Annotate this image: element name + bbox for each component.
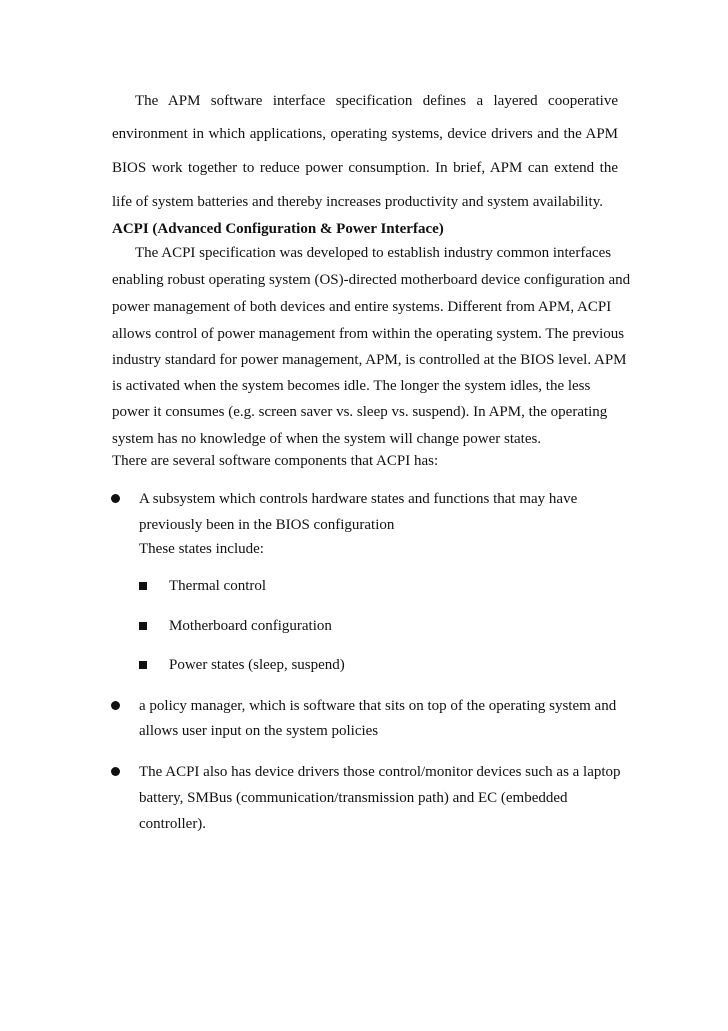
intro-line-1: The APM software interface specification defines a layered cooperative [135,93,618,109]
intro-line-3: BIOS work together to reduce power consumption. In brief, APM can extend the [112,160,618,176]
list-item-line: These states include: [139,541,264,557]
acpi-line-2: enabling robust operating system (OS)-directed motherboard device configuration and [112,272,631,288]
bullet-square-icon [139,582,147,590]
acpi-line-4: allows control of power management from within the operating system. The previous [112,326,625,342]
intro-line-4: life of system batteries and thereby increases productivity and system availability. [112,194,603,210]
list-item-line: battery, SMBus (communication/transmission path) and EC (embedded [139,790,568,806]
list-item-line: controller). [139,816,207,832]
acpi-line-9: There are several software components that ACPI has: [112,453,439,469]
sub-list-item-label: Power states (sleep, suspend) [169,657,345,673]
bullet-square-icon [139,661,147,669]
acpi-line-1: The ACPI specification was developed to establish industry common interfaces [135,245,612,261]
acpi-line-5: industry standard for power management, APM, is controlled at the BIOS level. APM [112,352,627,368]
list-item-line: previously been in the BIOS configuration [139,517,395,533]
bullet-dot-icon [111,494,120,503]
acpi-line-3: power management of both devices and entire systems. Different from APM, ACPI [112,299,612,315]
bullet-dot-icon [111,767,120,776]
sub-list-item-label: Motherboard configuration [169,618,332,634]
intro-line-2: environment in which applications, operating systems, device drivers and the APM [112,126,618,142]
acpi-line-8: system has no knowledge of when the system will change power states. [112,431,542,447]
acpi-line-6: is activated when the system becomes idle. The longer the system idles, the less [112,378,591,394]
bullet-dot-icon [111,701,120,710]
section-heading: ACPI (Advanced Configuration & Power Interface) [112,221,444,237]
list-item-line: a policy manager, which is software that sits on top of the operating system and [139,698,617,714]
acpi-line-7: power it consumes (e.g. screen saver vs. sleep vs. suspend). In APM, the operating [112,404,608,420]
bullet-square-icon [139,622,147,630]
list-item-line: The ACPI also has device drivers those control/monitor devices such as a laptop [139,764,621,780]
sub-list-item-label: Thermal control [169,578,267,594]
list-item-line: A subsystem which controls hardware states and functions that may have [139,491,578,507]
list-item-line: allows user input on the system policies [139,723,379,739]
